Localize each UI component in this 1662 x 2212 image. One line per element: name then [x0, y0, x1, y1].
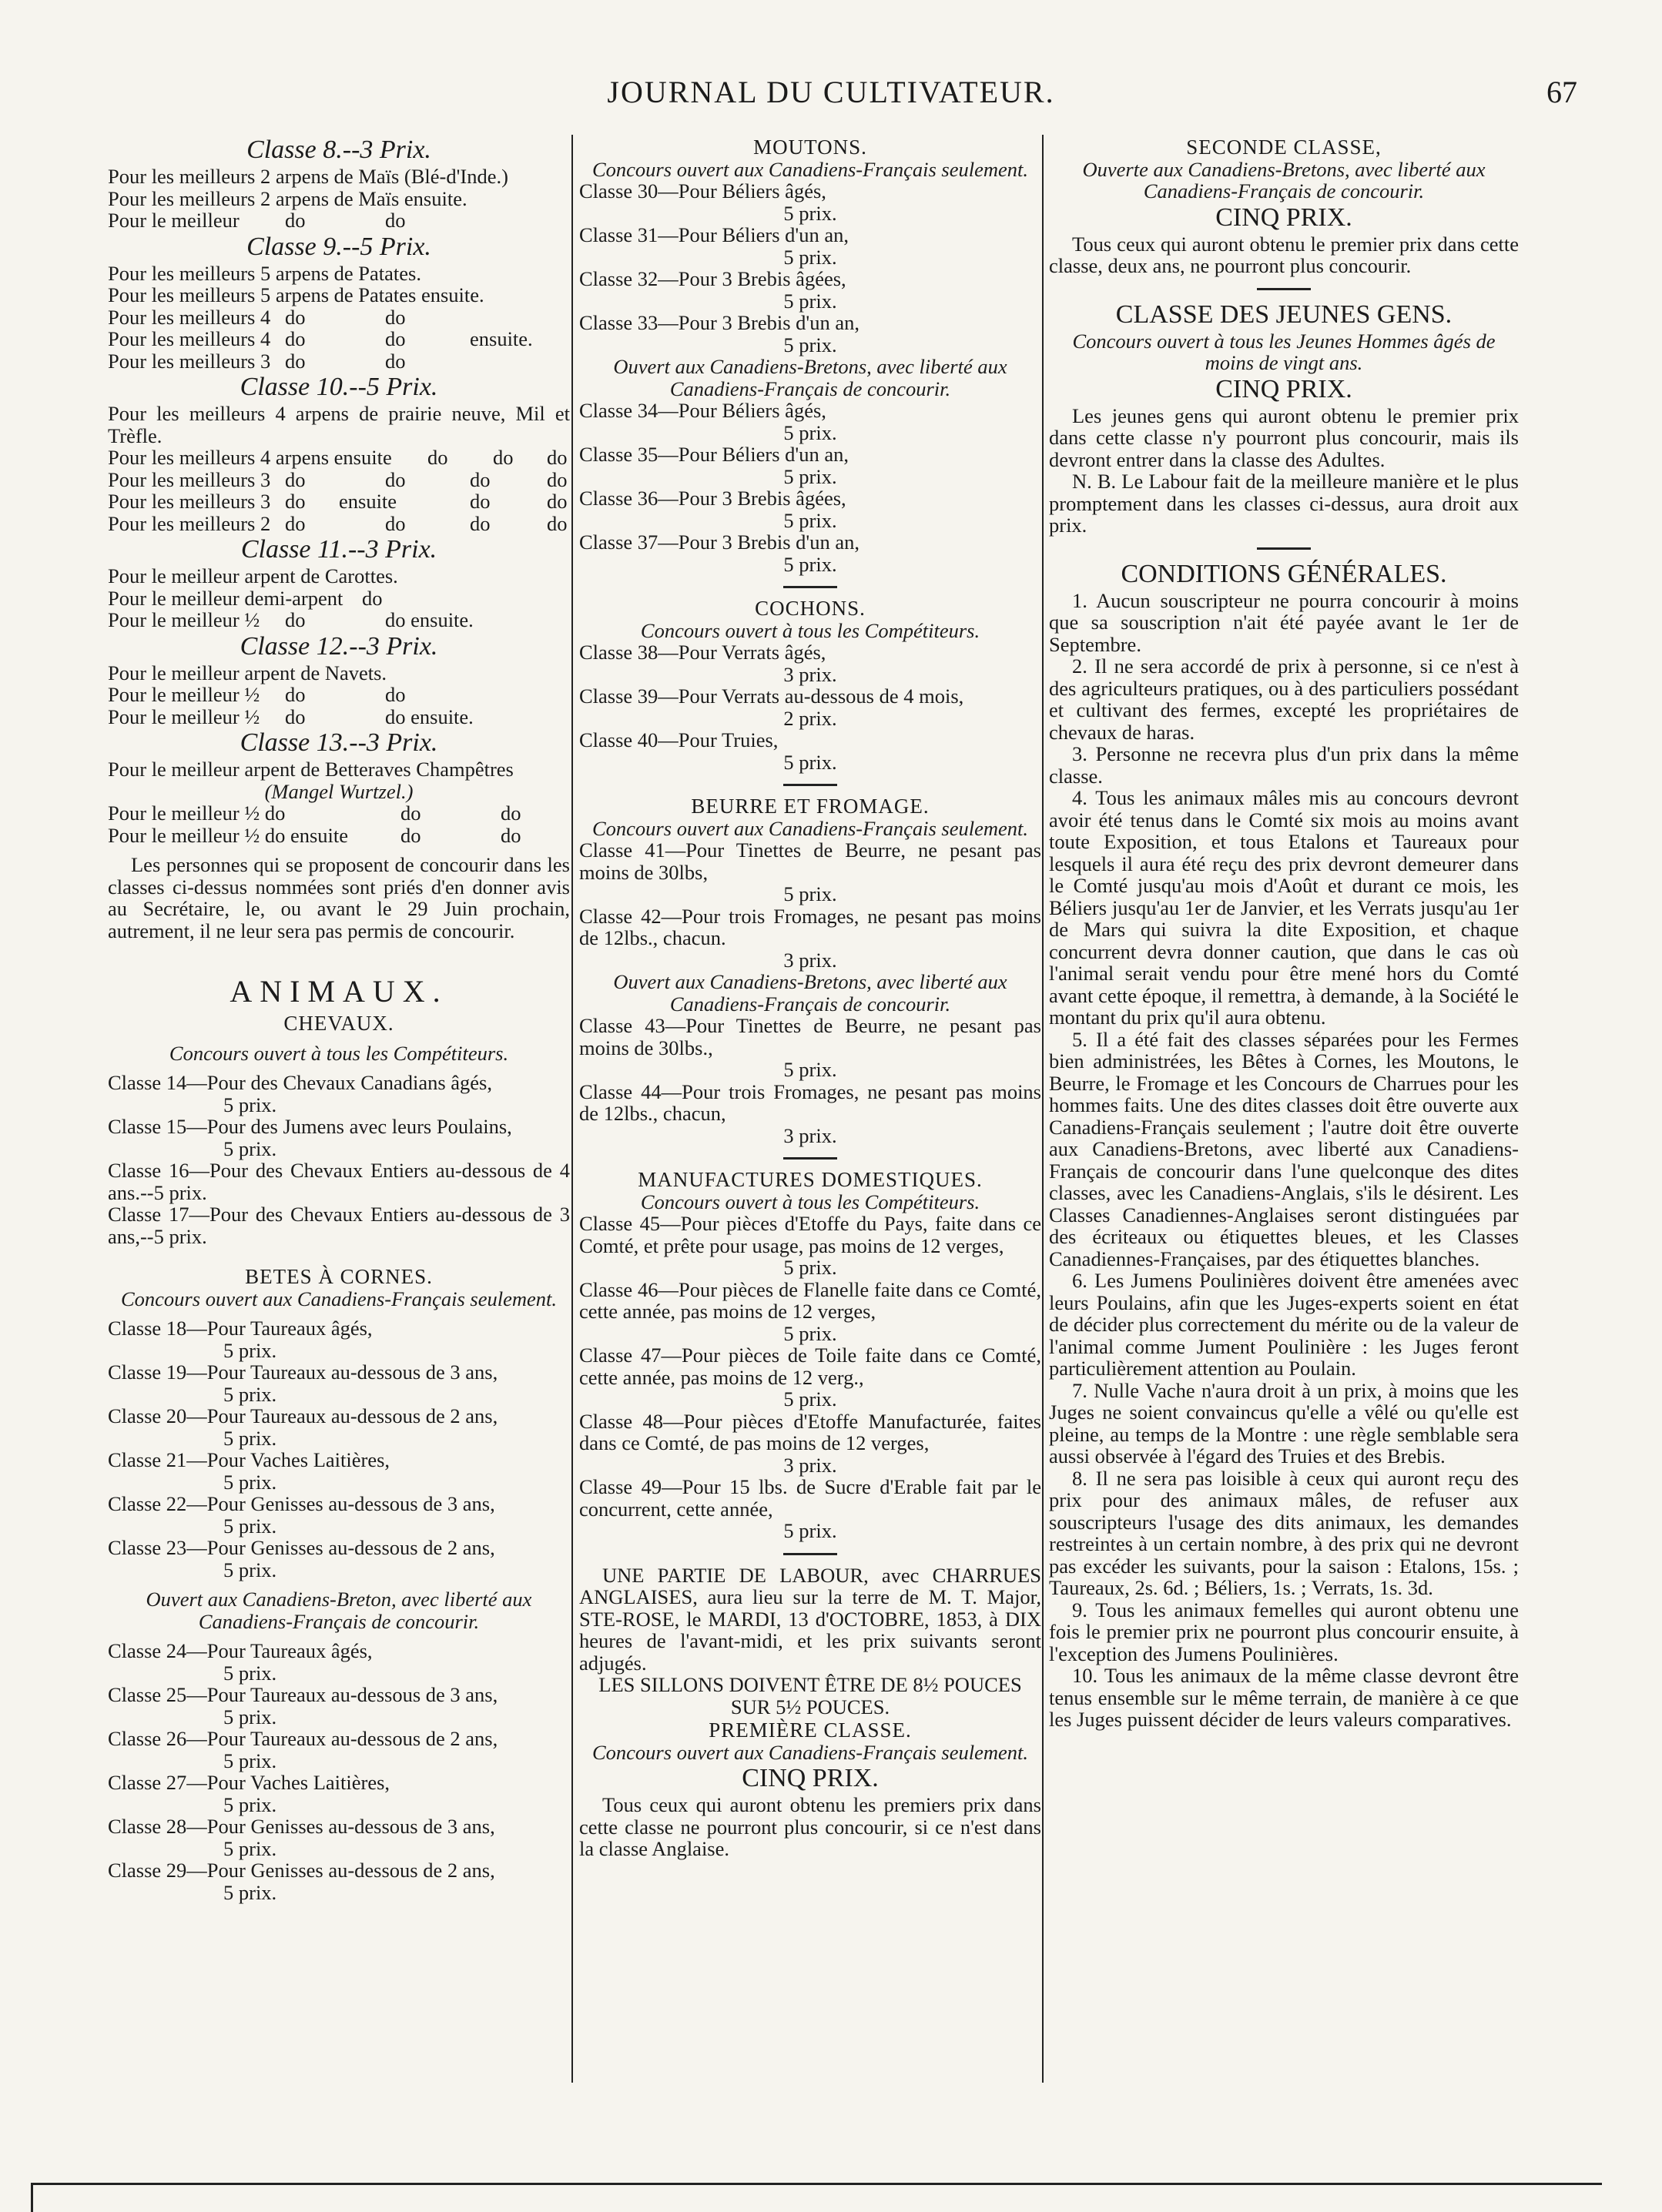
prize-count: 5 prix.	[783, 1058, 837, 1081]
manufactures-heading: MANUFACTURES DOMESTIQUES.	[638, 1168, 983, 1191]
conditions-heading: CONDITIONS GÉNÉRALES.	[1121, 559, 1447, 588]
condition-item: 8. Il ne sera pas loisible à ceux qui auront reçu des prix pour des animaux mâles, de refuser aux souscripteurs l'usage des dits animaux, les demandes restreintes à un certain nombre, à des prix qui ne devront pas excéder les suivants, pour la saison : Etalons, 15s. ; Taureaux, 2s. 6d. ; Béliers, 1s. ; Verrats, 1s. 3d.	[1049, 1466, 1519, 1599]
list-item: Classe 43—Pour Tinettes de Beurre, ne pesant pas moins de 30lbs.,	[579, 1014, 1041, 1059]
paragraph: N. B. Le Labour fait de la meilleure manière et le plus promptement dans les classes ci-dessus, aura droit aux prix.	[1049, 470, 1519, 537]
list-item: Classe 36—Pour 3 Brebis âgées,	[579, 487, 846, 510]
prize-count: 5 prix.	[783, 464, 837, 488]
column-divider-1	[571, 135, 573, 2083]
condition-item: 5. Il a été fait des classes séparées pour les Fermes bien administrées, les Bêtes à Cornes, les Moutons, le Beurre, le Fromage et les Concours de Charrues pour les hommes faits. Une des dites classes doit être ouverte aux Canadiens-Français seulement ; l'autre doit être ouverte aux Canadiens-Bretons, avec liberté aux Canadiens-Français de concourir dans l'une quelconque des dites classes, avec les Canadiens-Anglais, s'ils le désirent. Les Classes Canadiennes-Anglaises seront distinguées par des écriteaux ou étiquettes bleues, et les Classes Canadiennes-Françaises, par des étiquettes blanches.	[1049, 1027, 1519, 1270]
classe-10-heading: Classe 10.--5 Prix.	[240, 373, 438, 401]
list-item: Classe 42—Pour trois Fromages, ne pesant pas moins de 12lbs., chacun.	[579, 904, 1041, 949]
prize-count: 5 prix.	[783, 750, 837, 774]
text-cell: Pour le meilleur ½	[108, 704, 260, 728]
page-number: 67	[1546, 75, 1577, 109]
chevaux-heading: CHEVAUX.	[283, 1012, 394, 1035]
text-cell: Pour les meilleurs 4	[108, 305, 271, 329]
prize-count: 3 prix.	[783, 662, 837, 686]
text-cell: Pour les meilleurs 4 arpens ensuite	[108, 446, 392, 469]
moutons-heading: MOUTONS.	[753, 136, 867, 159]
section-divider	[783, 586, 837, 588]
list-item: Classe 22—Pour Genisses au-dessous de 3 ans,	[108, 1492, 495, 1515]
text-cell: do	[285, 608, 306, 631]
text-cell: do	[493, 446, 514, 469]
section-subtitle: Ouvert aux Canadiens-Bretons, avec liberté aux Canadiens-Français de concourir.	[613, 355, 1007, 400]
text-cell: do	[285, 511, 306, 535]
section-subtitle: Concours ouvert à tous les Compétiteurs.	[640, 1190, 980, 1213]
text-cell: Pour les meilleurs 3	[108, 349, 271, 373]
text-cell: do	[385, 209, 406, 232]
text-cell: do	[385, 349, 406, 373]
column-3	[1049, 135, 1519, 1731]
section-subtitle: Concours ouvert à tous les Jeunes Hommes âgés de moins de vingt ans.	[1072, 329, 1496, 374]
section-subtitle: Concours ouvert aux Canadiens-Français seulement.	[121, 1287, 557, 1310]
classe-11-heading: Classe 11.--3 Prix.	[240, 535, 437, 564]
text-cell: Pour le meilleur	[108, 209, 240, 232]
text-cell: do	[362, 586, 383, 610]
classe-8-heading: Classe 8.--3 Prix.	[246, 136, 431, 164]
text-cell: do	[385, 467, 406, 491]
list-item: Classe 40—Pour Truies,	[579, 728, 779, 751]
text-cell: do	[547, 467, 568, 491]
cochons-heading: COCHONS.	[755, 597, 866, 620]
list-item: Classe 41—Pour Tinettes de Beurre, ne pesant pas moins de 30lbs,	[579, 838, 1041, 884]
column-1	[108, 135, 570, 1903]
section-subtitle: Ouvert aux Canadiens-Bretons, avec liberté aux Canadiens-Français de concourir.	[613, 970, 1007, 1016]
prize-count: 5 prix.	[783, 552, 837, 576]
paragraph: Tous ceux qui auront obtenu les premiers prix dans cette classe ne pourront plus concourir, si ce n'est dans la classe Anglaise.	[579, 1793, 1041, 1860]
text-cell: do	[547, 490, 568, 513]
text-cell: do	[547, 446, 568, 469]
list-item: Classe 37—Pour 3 Brebis d'un an,	[579, 530, 859, 554]
text-cell: do	[470, 467, 491, 491]
list-item: Classe 49—Pour 15 lbs. de Sucre d'Erable fait par le concurrent, cette année,	[579, 1475, 1041, 1521]
seconde-classe-heading: SECONDE CLASSE,	[1186, 136, 1382, 159]
list-item: Classe 46—Pour pièces de Flanelle faite dans ce Comté, cette année, pas moins de 12 verges,	[579, 1277, 1041, 1323]
note-paragraph: Les personnes qui se proposent de concourir dans les classes ci-dessus nommées sont priés d'en donner avis au Secrétaire, le, ou avant le 29 Juin prochain, autrement, il ne leur sera pas permis de concourir.	[108, 853, 570, 942]
condition-item: 7. Nulle Vache n'aura droit à un prix, à moins que les Juges ne soient convaincus qu'elle a vêlé ou qu'elle est pleine, au temps de la Montre : une règle semblable sera aussi observée à l'égard des Truies et des Brebis.	[1049, 1378, 1519, 1467]
list-item: Classe 29—Pour Genisses au-dessous de 2 ans,	[108, 1859, 495, 1882]
column-divider-2	[1042, 135, 1044, 2083]
prize-count: 5 prix.	[783, 1519, 837, 1542]
text-cell: ensuite	[339, 490, 397, 513]
list-item: Classe 32—Pour 3 Brebis âgées,	[579, 267, 846, 290]
text-cell: do	[470, 490, 491, 513]
text-cell: do	[427, 446, 448, 469]
text-row	[108, 587, 570, 610]
classe-12-heading: Classe 12.--3 Prix.	[240, 631, 438, 661]
list-item: Classe 19—Pour Taureaux au-dessous de 3 ans,	[108, 1360, 498, 1384]
section-subtitle: Ouverte aux Canadiens-Bretons, avec liberté aux Canadiens-Français de concourir.	[1082, 157, 1486, 202]
prize-count: 5 prix.	[223, 1514, 277, 1538]
text-cell: do	[400, 823, 421, 847]
text-line: Pour le meilleur arpent de Carottes.	[108, 564, 398, 587]
text-cell: do	[285, 209, 306, 232]
prize-count: 5 prix.	[223, 1338, 277, 1362]
prize-count: 5 prix.	[783, 201, 837, 225]
list-item: Classe 23—Pour Genisses au-dessous de 2 ans,	[108, 1536, 495, 1559]
condition-item: 10. Tous les animaux de la même classe devront être tenus ensemble sur le même terrain, de manière à ce que les Juges puissent décider de leurs valeurs comparatives.	[1049, 1664, 1519, 1731]
list-item: Classe 25—Pour Taureaux au-dessous de 3 ans,	[108, 1683, 498, 1706]
paragraph: Les jeunes gens qui auront obtenu le premier prix dans cette classe n'y pourront plus concourir, mais ils devront entrer dans la classe des Adultes.	[1049, 403, 1519, 471]
spacer	[108, 1035, 570, 1042]
list-item: Classe 21—Pour Vaches Laitières,	[108, 1448, 390, 1471]
text-row	[108, 609, 570, 631]
text-cell: Pour les meilleurs 3	[108, 467, 271, 491]
text-cell: Pour le meilleur ½	[108, 608, 260, 631]
text-cell: do	[385, 305, 406, 329]
prize-count: 3 prix.	[783, 1123, 837, 1147]
section-divider	[1257, 288, 1311, 290]
text-cell: do	[285, 349, 306, 373]
text-cell: do	[501, 801, 521, 825]
beurre-heading: BEURRE ET FROMAGE.	[691, 795, 930, 818]
text-cell: do ensuite.	[385, 608, 474, 631]
text-cell: Pour le meilleur ½ do ensuite	[108, 823, 349, 847]
section-subtitle: Concours ouvert aux Canadiens-Français seulement.	[592, 816, 1028, 840]
text-cell: do	[385, 683, 406, 706]
list-item: Classe 48—Pour pièces d'Etoffe Manufacturée, faites dans ce Comté, de pas moins de 12 verges,	[579, 1409, 1041, 1454]
list-item: Classe 28—Pour Genisses au-dessous de 3 ans,	[108, 1815, 495, 1838]
prize-count: 5 prix.	[223, 1836, 277, 1860]
list-item: Classe 17—Pour des Chevaux Entiers au-dessous de 3 ans,--5 prix.	[108, 1203, 570, 1248]
text-row	[108, 306, 570, 329]
condition-item: 6. Les Jumens Poulinières doivent être amenées avec leurs Poulains, afin que les Juges-experts soient en état de décider plus correctement du mérite ou de la valeur de l'animal comme Jument Poulinière : les Juges feront particulièrement attention au Poulain.	[1049, 1269, 1519, 1380]
prize-count: 5 prix.	[783, 333, 837, 356]
text-row	[108, 350, 570, 373]
section-subtitle: Concours ouvert aux Canadiens-Français seulement.	[592, 157, 1028, 181]
section-subtitle: Concours ouvert à tous les Compétiteurs.	[169, 1041, 509, 1065]
text-row	[108, 469, 570, 491]
labour-paragraph: UNE PARTIE DE LABOUR, avec CHARRUES ANGLAISES, aura lieu sur la terre de M. T. Major, STE-ROSE, le MARDI, 13 d'OCTOBRE, 1853, à DIX heures de l'avant-midi, et les prix suivants seront adjugés.	[579, 1563, 1041, 1675]
prize-count: 5 prix.	[783, 245, 837, 269]
list-item: Classe 44—Pour trois Fromages, ne pesant pas moins de 12lbs., chacun,	[579, 1079, 1041, 1125]
prize-count: 5 prix.	[783, 289, 837, 313]
page-border-bottom	[31, 2183, 1602, 2185]
text-cell: do	[285, 467, 306, 491]
prize-count: 5 prix.	[783, 1321, 837, 1345]
prize-count: 3 prix.	[783, 1453, 837, 1477]
condition-item: 1. Aucun souscripteur ne pourra concourir à moins que sa souscription n'ait été payée avant le 1er de Septembre.	[1049, 588, 1519, 656]
text-line: Pour le meilleur arpent de Navets.	[108, 661, 387, 684]
text-cell: do ensuite.	[385, 704, 474, 728]
text-row	[108, 706, 570, 728]
list-item: Classe 18—Pour Taureaux âgés,	[108, 1317, 373, 1340]
text-cell: do	[547, 511, 568, 535]
list-item: Classe 14—Pour des Chevaux Canadians âgés,	[108, 1071, 492, 1094]
text-cell: Pour les meilleurs 2	[108, 511, 271, 535]
text-line: Pour les meilleurs 5 arpens de Patates ensuite.	[108, 283, 484, 306]
list-item: Classe 15—Pour des Jumens avec leurs Poulains,	[108, 1115, 512, 1138]
text-row	[108, 684, 570, 706]
text-cell: Pour le meilleur ½	[108, 683, 260, 706]
section-divider	[783, 1553, 837, 1555]
text-cell: do	[285, 683, 306, 706]
list-item: Classe 20—Pour Taureaux au-dessous de 2 ans,	[108, 1404, 498, 1427]
classe-9-heading: Classe 9.--5 Prix.	[246, 232, 431, 261]
text-cell: do	[285, 490, 306, 513]
text-cell: do	[285, 327, 306, 350]
prize-count: 5 prix.	[223, 1382, 277, 1406]
list-item: Classe 45—Pour pièces d'Etoffe du Pays, faite dans ce Comté, et prête pour usage, pas moins de 12 verges,	[579, 1212, 1041, 1257]
prize-count: 5 prix.	[783, 508, 837, 532]
cinq-prix-heading: CINQ PRIX.	[742, 1764, 879, 1792]
section-subtitle: Concours ouvert à tous les Compétiteurs.	[640, 618, 980, 642]
list-item: Classe 30—Pour Béliers âgés,	[579, 179, 826, 202]
cinq-prix-heading: CINQ PRIX.	[1215, 374, 1352, 403]
prize-count: 5 prix.	[783, 1256, 837, 1279]
premiere-classe-heading: PREMIÈRE CLASSE.	[709, 1718, 912, 1742]
condition-item: 3. Personne ne recevra plus d'un prix dans la même classe.	[1049, 742, 1519, 788]
condition-item: 9. Tous les animaux femelles qui auront obtenu une fois le premier prix ne pourront plus concourir ensuite, à l'exception des Jumens Poulinières.	[1049, 1598, 1519, 1665]
prize-count: 5 prix.	[223, 1426, 277, 1450]
list-item: Classe 39—Pour Verrats au-dessous de 4 mois,	[579, 684, 964, 708]
prize-count: 5 prix.	[223, 1136, 277, 1160]
section-subtitle: Ouvert aux Canadiens-Breton, avec liberté aux Canadiens-Français de concourir.	[146, 1588, 532, 1633]
list-item: Classe 33—Pour 3 Brebis d'un an,	[579, 311, 859, 334]
prize-count: 5 prix.	[223, 1558, 277, 1581]
condition-item: 2. Il ne sera accordé de prix à personne, si ce n'est à des agriculteurs pratiques, ou à des particuliers possédant et cultivant des fermes, excepté les propriétaires de chevaux de haras.	[1049, 654, 1519, 744]
paragraph: Tous ceux qui auront obtenu le premier prix dans cette classe, deux ans, ne pourront plus concourir.	[1049, 232, 1519, 277]
section-subtitle: Concours ouvert aux Canadiens-Français seulement.	[592, 1740, 1028, 1764]
prize-count: 5 prix.	[223, 1705, 277, 1728]
text-row	[108, 802, 570, 825]
text-cell: do	[385, 327, 406, 350]
text-row	[108, 490, 570, 513]
sillons-line: SUR 5½ POUCES.	[730, 1695, 890, 1718]
text-line: Pour le meilleur arpent de Betteraves Champêtres	[108, 758, 514, 781]
text-row	[108, 513, 570, 535]
text-cell: do	[385, 511, 406, 535]
prize-count: 3 prix.	[783, 948, 837, 972]
text-cell: do	[285, 305, 306, 329]
list-item: Classe 34—Pour Béliers âgés,	[579, 399, 826, 422]
prize-count: 5 prix.	[783, 1387, 837, 1411]
prize-count: 2 prix.	[783, 706, 837, 730]
text-cell: do	[400, 801, 421, 825]
section-divider	[1257, 547, 1311, 550]
sillons-line: LES SILLONS DOIVENT ÊTRE DE 8½ POUCES	[598, 1673, 1022, 1696]
text-line: Pour les meilleurs 5 arpens de Patates.	[108, 261, 421, 285]
prize-count: 5 prix.	[223, 1661, 277, 1685]
prize-count: 5 prix.	[223, 1792, 277, 1816]
text-row	[108, 447, 570, 469]
jeunes-gens-heading: CLASSE DES JEUNES GENS.	[1115, 300, 1453, 329]
column-2	[579, 135, 1041, 1860]
betes-heading: BETES À CORNES.	[245, 1265, 433, 1288]
condition-item: 4. Tous les animaux mâles mis au concours devront avoir été tenus dans le Comté six mois au moins avant toute Exposition, et tous Etalons et Taureaux pour lesquels il aura été reçu des prix devront demeurer dans le Comté jusqu'au mois d'Août et durant ce mois, les Béliers jusqu'au 1er de Janvier, et les Verrats jusqu'au 1er de Mars qui suivra la dite Exposition, et chaque concurrent devra donner caution, que dans le cas où l'animal serait vendu pour être mené hors du Comté avant cette époque, il remettra, à demande, à la Société le montant du prix qu'il aura obtenu.	[1049, 786, 1519, 1029]
text-line: Pour les meilleurs 2 arpens de Maïs ensuite.	[108, 186, 467, 210]
prize-count: 5 prix.	[223, 1470, 277, 1494]
page-border-left	[31, 2183, 33, 2212]
list-item: Classe 26—Pour Taureaux au-dessous de 2 ans,	[108, 1727, 498, 1750]
section-divider	[783, 784, 837, 786]
text-cell: Pour les meilleurs 3	[108, 490, 271, 513]
prize-count: 5 prix.	[783, 882, 837, 905]
spacer	[108, 942, 570, 972]
list-item: Classe 24—Pour Taureaux âgés,	[108, 1639, 373, 1662]
text-cell: Pour les meilleurs 4	[108, 327, 271, 350]
text-line: Pour les meilleurs 4 arpens de prairie neuve, Mil et Trèfle.	[108, 402, 570, 447]
text-row	[108, 209, 570, 232]
prize-count: 5 prix.	[223, 1749, 277, 1772]
cinq-prix-heading: CINQ PRIX.	[1215, 202, 1352, 232]
list-item: Classe 38—Pour Verrats âgés,	[579, 641, 826, 664]
list-item: Classe 35—Pour Béliers d'un an,	[579, 443, 849, 466]
text-line: Pour les meilleurs 2 arpens de Maïs (Blé-d'Inde.)	[108, 165, 508, 188]
spacer	[108, 1247, 570, 1264]
text-row	[108, 825, 570, 847]
prize-count: 5 prix.	[223, 1093, 277, 1116]
classe-13-heading: Classe 13.--3 Prix.	[240, 728, 438, 757]
text-cell: do	[501, 823, 521, 847]
list-item: Classe 47—Pour pièces de Toile faite dans ce Comté, cette année, pas moins de 12 verg.,	[579, 1344, 1041, 1389]
animaux-heading: ANIMAUX.	[230, 974, 448, 1009]
list-item: Classe 16—Pour des Chevaux Entiers au-dessous de 4 ans.--5 prix.	[108, 1159, 570, 1204]
text-row	[108, 328, 570, 350]
prize-count: 5 prix.	[223, 1880, 277, 1904]
prize-count: 5 prix.	[783, 420, 837, 444]
page-title: JOURNAL DU CULTIVATEUR.	[607, 75, 1055, 109]
text-cell: Pour le meilleur ½ do	[108, 801, 286, 825]
section-divider	[783, 1157, 837, 1160]
text-line: (Mangel Wurtzel.)	[264, 779, 414, 803]
page-header	[0, 74, 1662, 120]
list-item: Classe 27—Pour Vaches Laitières,	[108, 1771, 390, 1794]
text-cell: do	[285, 704, 306, 728]
text-cell: ensuite.	[470, 327, 533, 350]
text-cell: do	[470, 511, 491, 535]
text-cell: Pour le meilleur demi-arpent	[108, 586, 343, 610]
list-item: Classe 31—Pour Béliers d'un an,	[579, 223, 849, 246]
